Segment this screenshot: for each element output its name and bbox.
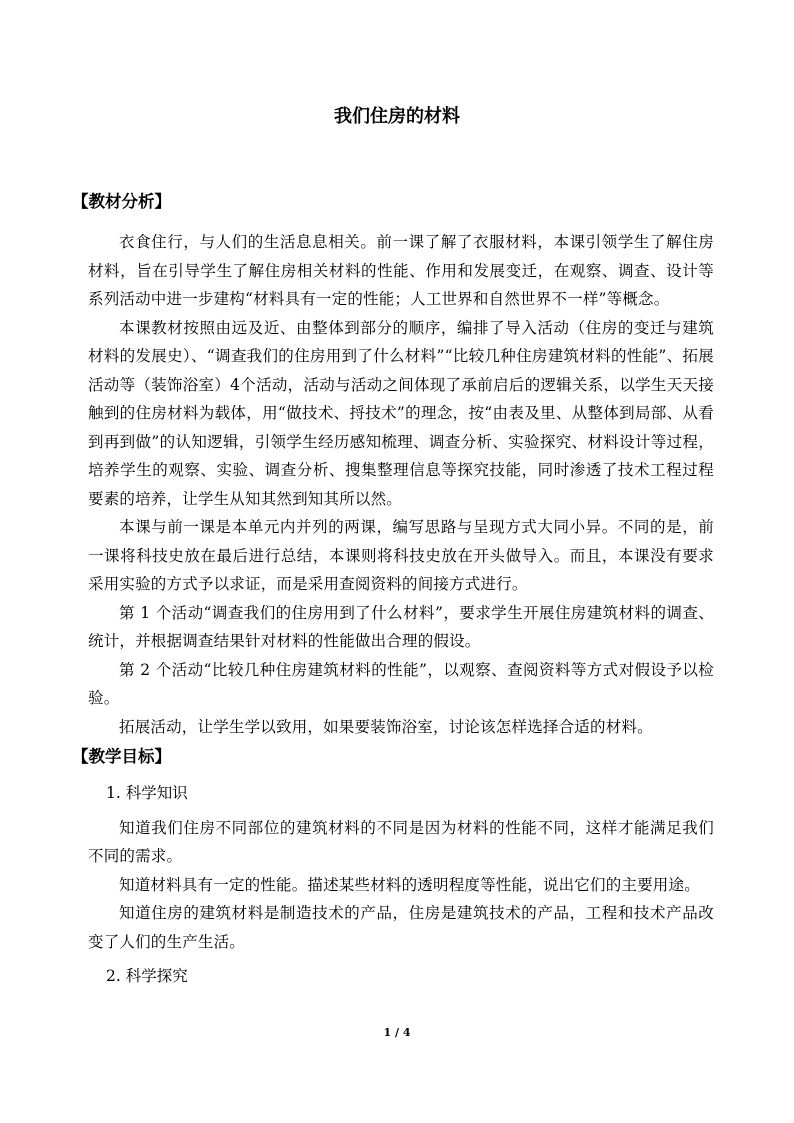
paragraph: 本课教材按照由远及近、由整体到部分的顺序，编排了导入活动（住房的变迁与建筑材料的发展史）、“调查我们的住房用到了什么材料”“比较几种住房建筑材料的性能”、拓展活动等（装饰浴室）4个活动，活动与活动之间体现了承前启后的逻辑关系，以学生天天接触到的住房材料为载体，用“做技术、捋技术”的理念，按“由表及里、从整体到局部、从看到再到做”的认知逻辑，引领学生经历感知梳理、调查分析、实验探究、材料设计等过程，培养学生的观察、实验、调查分析、搜集整理信息等探究技能，同时渗透了技术工程过程要素的培养，让学生从知其然到知其所以然。	[88, 318, 714, 508]
paragraph: 衣食住行，与人们的生活息息相关。前一课了解了衣服材料，本课引领学生了解住房材料，旨在引导学生了解住房相关材料的性能、作用和发展变迁，在观察、调查、设计等系列活动中进一步建构“材料具有一定的性能；人工世界和自然世界不一样”等概念。	[88, 233, 714, 308]
section-heading-teaching-objectives: 【教学目标】	[72, 747, 171, 766]
paragraph: 知道材料具有一定的性能。描述某些材料的透明程度等性能，说出它们的主要用途。	[119, 875, 700, 894]
document-title: 我们住房的材料	[334, 106, 460, 127]
document-body	[72, 188, 714, 991]
paragraph: 第 2 个活动“比较几种住房建筑材料的性能”，以观察、查阅资料等方式对假设予以检验。	[88, 660, 714, 707]
subheading-science-knowledge: 1. 科学知识	[106, 784, 188, 802]
section-heading-textbook-analysis: 【教材分析】	[72, 192, 171, 211]
paragraph: 拓展活动，让学生学以致用，如果要装饰浴室，讨论该怎样选择合适的材料。	[119, 717, 653, 736]
paragraph: 本课与前一课是本单元内并列的两课，编写思路与呈现方式大同小异。不同的是，前一课将科技史放在最后进行总结，本课则将科技史放在开头做导入。而且，本课没有要求采用实验的方式予以求证，而是采用查阅资料的间接方式进行。	[88, 518, 714, 593]
paragraph: 知道住房的建筑材料是制造技术的产品，住房是建筑技术的产品，工程和技术产品改变了人们的生产生活。	[88, 904, 714, 951]
paragraph: 第 1 个活动“调查我们的住房用到了什么材料”，要求学生开展住房建筑材料的调查、统计，并根据调查结果针对材料的性能做出合理的假设。	[88, 603, 714, 650]
page-number: 1 / 4	[383, 1026, 411, 1039]
subheading-science-inquiry: 2. 科学探究	[106, 967, 188, 985]
paragraph: 知道我们住房不同部位的建筑材料的不同是因为材料的性能不同，这样才能满足我们不同的需求。	[88, 818, 714, 865]
